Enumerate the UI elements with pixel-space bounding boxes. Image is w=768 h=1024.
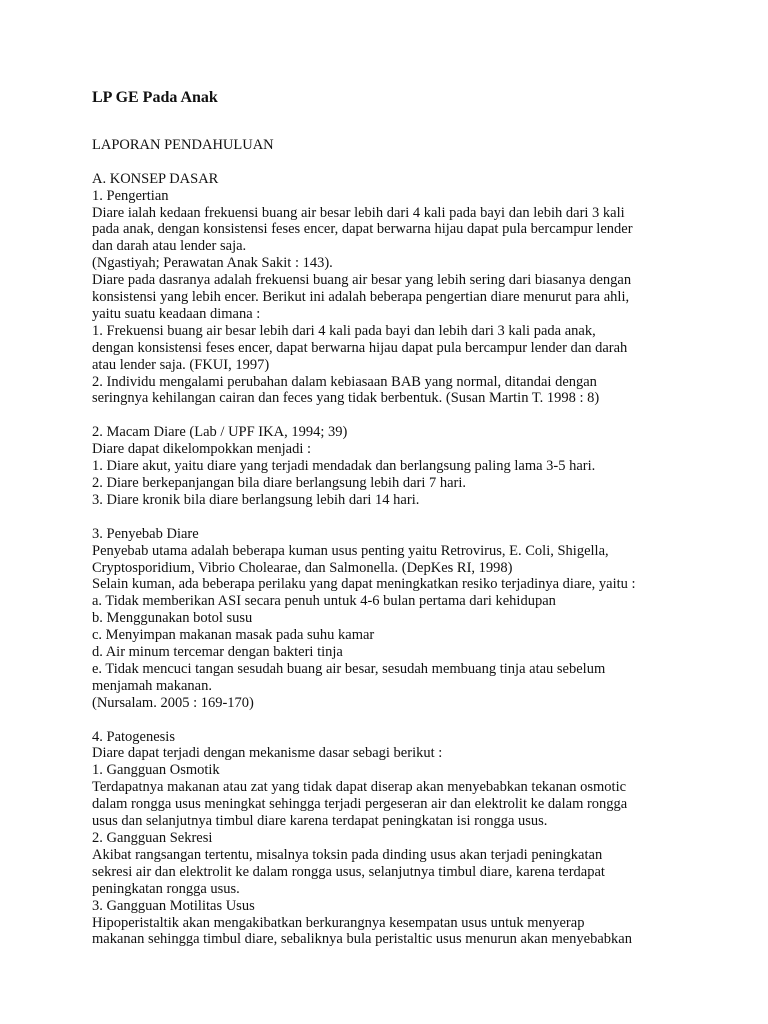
text-line: 3. Diare kronik bila diare berlangsung lebih dari 14 hari. bbox=[92, 491, 420, 508]
text-line: A. KONSEP DASAR bbox=[92, 170, 219, 187]
text-line: Akibat rangsangan tertentu, misalnya toksin pada dinding usus akan terjadi peningkatan bbox=[92, 846, 603, 863]
document-page bbox=[92, 88, 682, 948]
blank-line bbox=[92, 407, 682, 424]
text-line: Penyebab utama adalah beberapa kuman usus penting yaitu Retrovirus, E. Coli, Shigella, bbox=[92, 542, 609, 559]
text-line: 3. Penyebab Diare bbox=[92, 525, 199, 542]
document-body bbox=[92, 120, 682, 948]
text-line: e. Tidak mencuci tangan sesudah buang air besar, sesudah membuang tinja atau sebelum bbox=[92, 660, 606, 677]
blank-line bbox=[92, 120, 682, 137]
text-line: peningkatan rongga usus. bbox=[92, 880, 240, 897]
text-line: seringnya kehilangan cairan dan feces yang tidak berbentuk. (Susan Martin T. 1998 : 8) bbox=[92, 390, 600, 407]
text-line: 2. Diare berkepanjangan bila diare berlangsung lebih dari 7 hari. bbox=[92, 474, 467, 491]
blank-line bbox=[92, 509, 682, 526]
text-line: yaitu suatu keadaan dimana : bbox=[92, 305, 261, 322]
text-line: menjamah makanan. bbox=[92, 677, 212, 694]
text-line: dalam rongga usus meningkat sehingga terjadi pergeseran air dan elektrolit ke dalam rongga bbox=[92, 796, 628, 813]
text-line: 1. Diare akut, yaitu diare yang terjadi mendadak dan berlangsung paling lama 3-5 hari. bbox=[92, 458, 596, 475]
text-line: c. Menyimpan makanan masak pada suhu kamar bbox=[92, 627, 375, 644]
text-line: b. Menggunakan botol susu bbox=[92, 610, 253, 627]
text-line: 2. Macam Diare (Lab / UPF IKA, 1994; 39) bbox=[92, 424, 348, 441]
text-line: Cryptosporidium, Vibrio Cholearae, dan Salmonella. (DepKes RI, 1998) bbox=[92, 559, 513, 576]
text-line: (Nursalam. 2005 : 169-170) bbox=[92, 694, 254, 711]
text-line: 3. Gangguan Motilitas Usus bbox=[92, 897, 255, 914]
text-line: usus dan selanjutnya timbul diare karena terdapat peningkatan isi rongga usus. bbox=[92, 813, 548, 830]
text-line: 1. Frekuensi buang air besar lebih dari 4 kali pada bayi dan lebih dari 3 kali pada anak, bbox=[92, 322, 596, 339]
text-line: dan darah atau lender saja. bbox=[92, 238, 247, 255]
text-line: Diare dapat terjadi dengan mekanisme dasar sebagi berikut : bbox=[92, 745, 443, 762]
text-line: Terdapatnya makanan atau zat yang tidak dapat diserap akan menyebabkan tekanan osmotic bbox=[92, 779, 627, 796]
text-line: 2. Individu mengalami perubahan dalam kebiasaan BAB yang normal, ditandai dengan bbox=[92, 373, 597, 390]
text-line: makanan sehingga timbul diare, sebaliknya bula peristaltic usus menurun akan menyebabkan bbox=[92, 931, 632, 948]
text-line: Selain kuman, ada beberapa perilaku yang dapat meningkatkan resiko terjadinya diare, yaitu : bbox=[92, 576, 636, 593]
text-line: atau lender saja. (FKUI, 1997) bbox=[92, 356, 270, 373]
text-line: 4. Patogenesis bbox=[92, 728, 175, 745]
text-line: Diare dapat dikelompokkan menjadi : bbox=[92, 441, 312, 458]
text-line: (Ngastiyah; Perawatan Anak Sakit : 143). bbox=[92, 255, 333, 272]
text-line: Hipoperistaltik akan mengakibatkan berkurangnya kesempatan usus untuk menyerap bbox=[92, 914, 585, 931]
text-line: 2. Gangguan Sekresi bbox=[92, 829, 213, 846]
text-line: a. Tidak memberikan ASI secara penuh untuk 4-6 bulan pertama dari kehidupan bbox=[92, 593, 556, 610]
document-title: LP GE Pada Anak bbox=[92, 89, 218, 106]
text-line: Diare ialah kedaan frekuensi buang air besar lebih dari 4 kali pada bayi dan lebih dari 3 kali bbox=[92, 204, 625, 221]
text-line: sekresi air dan elektrolit ke dalam rongga usus, selanjutnya timbul diare, karena terdapat bbox=[92, 863, 605, 880]
text-line: dengan konsistensi feses encer, dapat berwarna hijau dapat pula bercampur lender dan darah bbox=[92, 339, 628, 356]
text-line: d. Air minum tercemar dengan bakteri tinja bbox=[92, 644, 343, 661]
text-line: Diare pada dasranya adalah frekuensi buang air besar yang lebih sering dari biasanya dengan bbox=[92, 272, 632, 289]
text-line: LAPORAN PENDAHULUAN bbox=[92, 136, 274, 153]
blank-line bbox=[92, 712, 682, 729]
text-line: 1. Pengertian bbox=[92, 187, 169, 204]
text-line: 1. Gangguan Osmotik bbox=[92, 762, 220, 779]
blank-line bbox=[92, 154, 682, 171]
text-line: konsistensi yang lebih encer. Berikut ini adalah beberapa pengertian diare menurut para ahli, bbox=[92, 289, 630, 306]
text-line: pada anak, dengan konsistensi feses encer, dapat berwarna hijau dapat pula bercampur lender bbox=[92, 221, 633, 238]
